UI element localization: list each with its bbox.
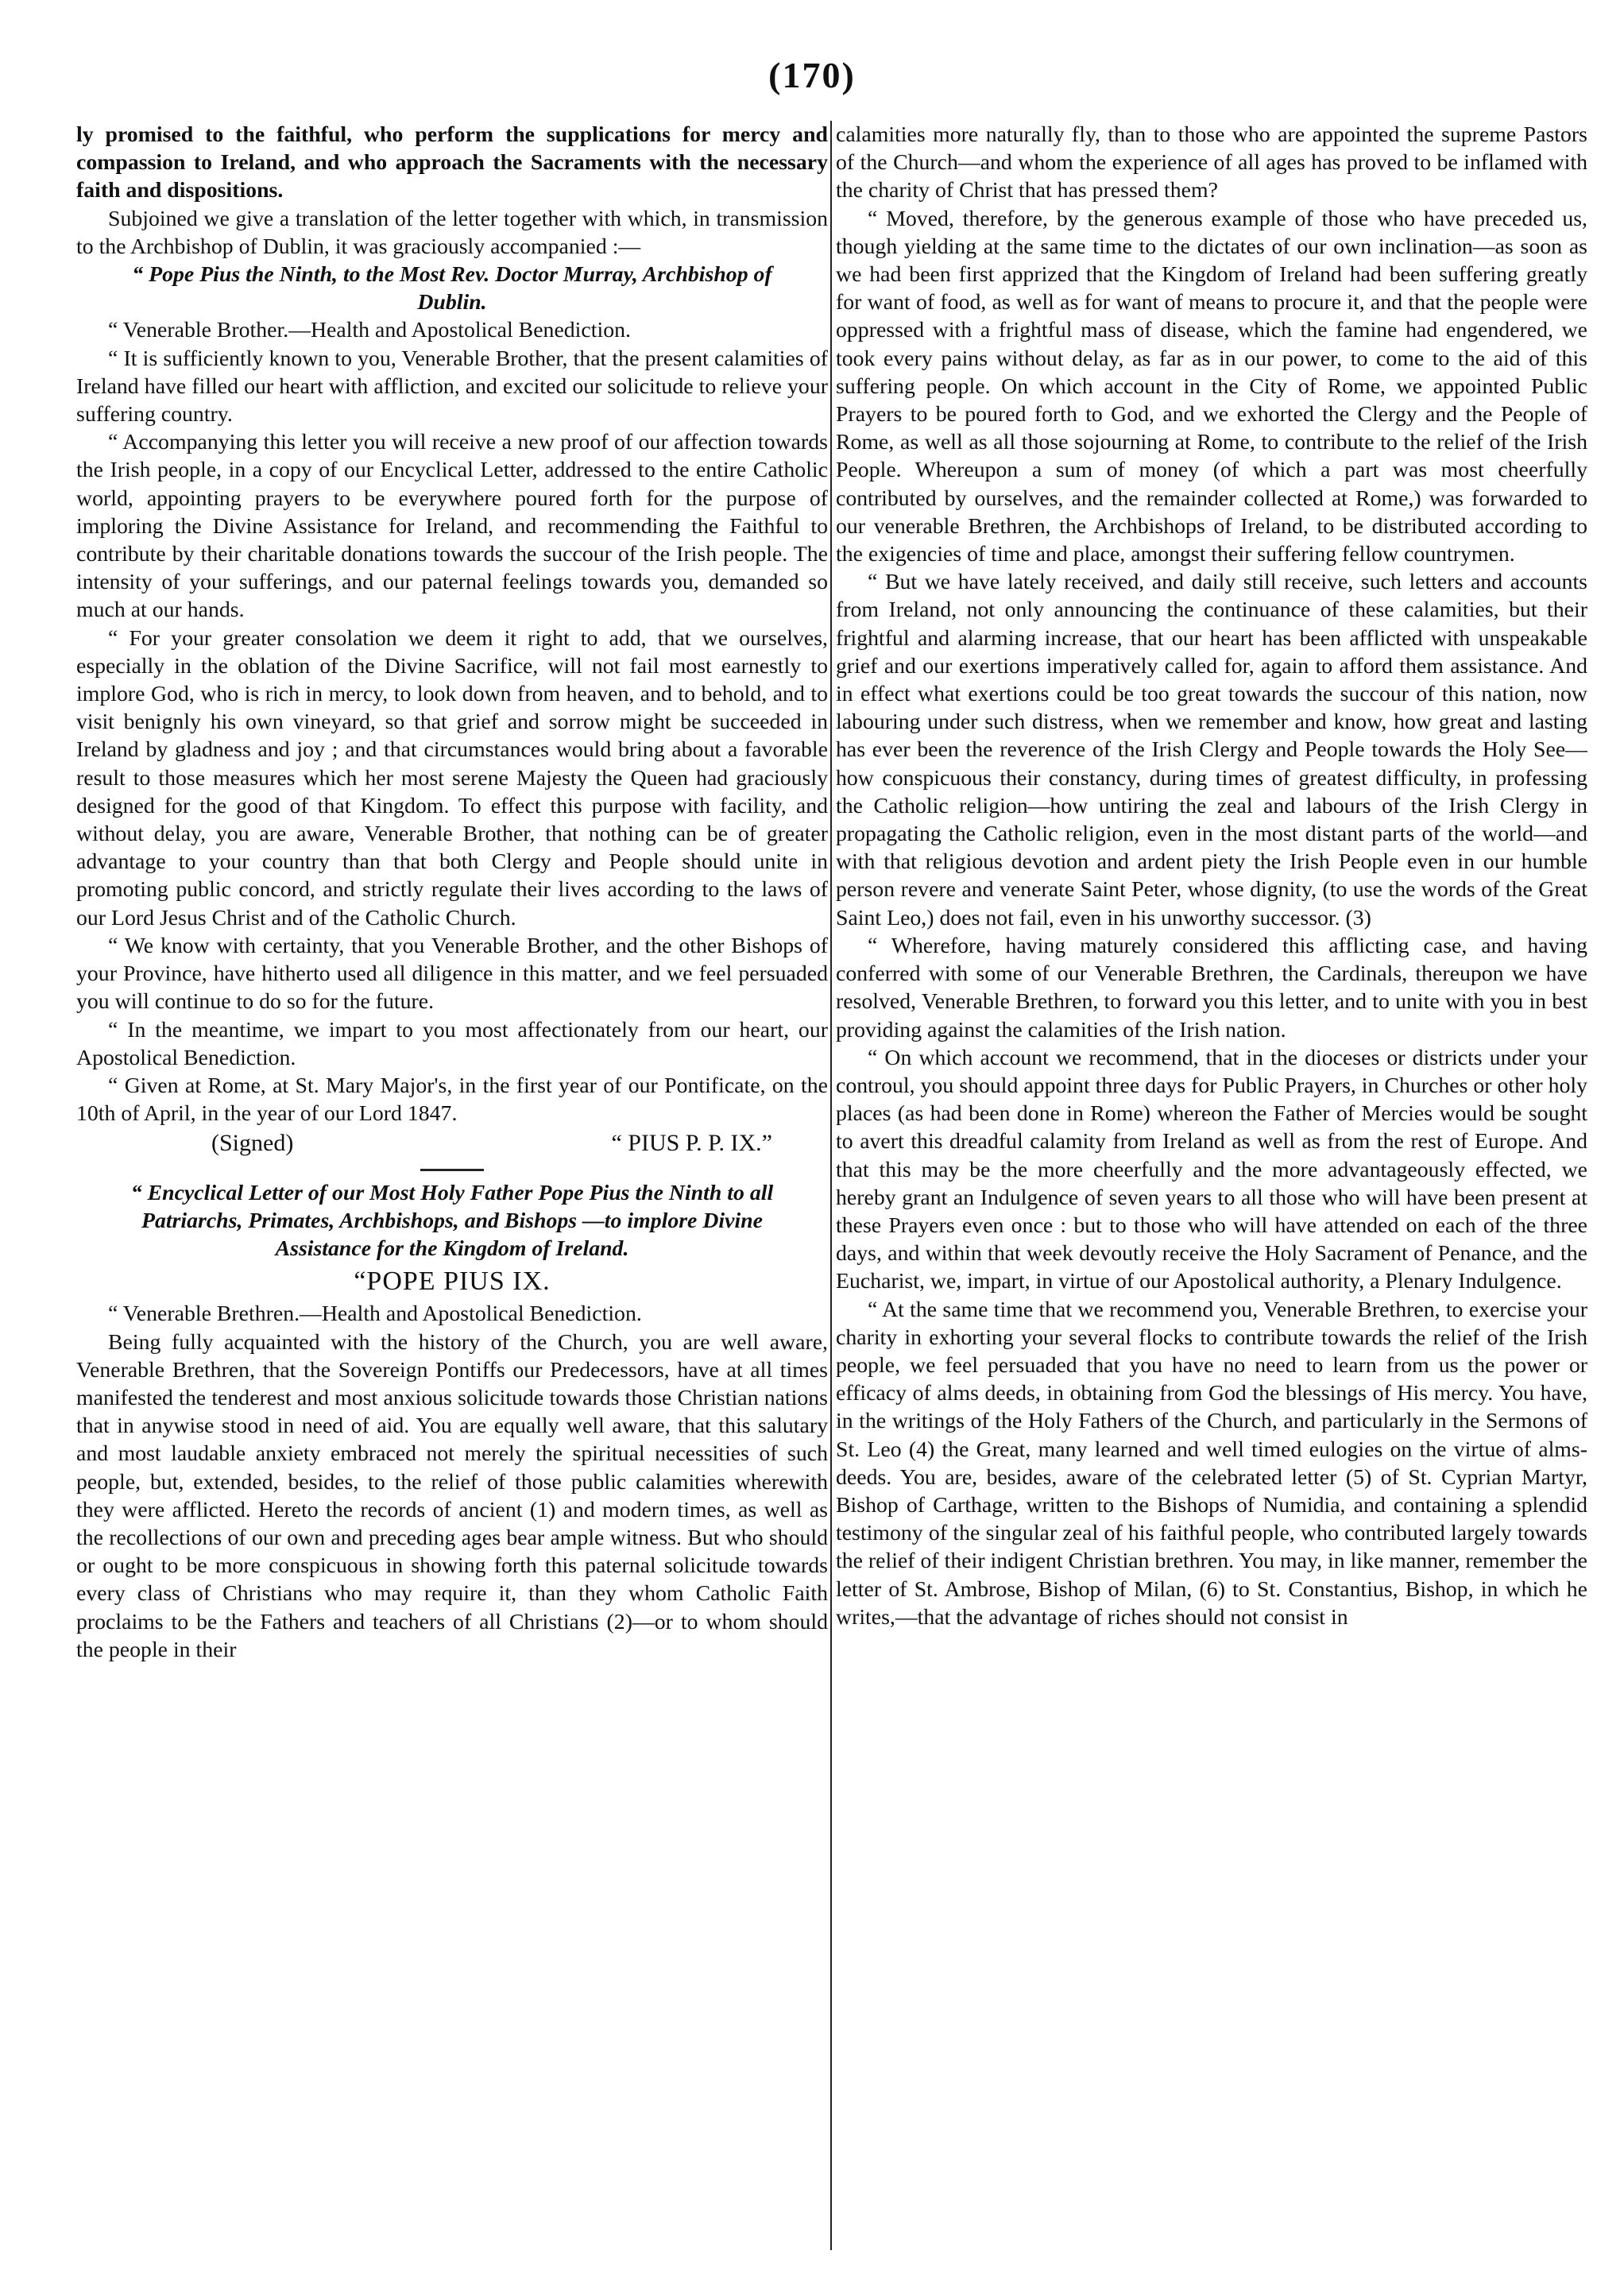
paragraph: “ At the same time that we recommend you, Venerable Brethren, to exercise your charity in exhorting your several flocks to contribute towards the relief of the Irish people, we feel persuaded that you have no need to learn from us the power or efficacy of alms deeds, in obtaining from God the blessings of His mercy. You have, in the writings of the Holy Fathers of the Church, and particularly in the Sermons of St. Leo (4) the Great, many learned and well timed eulogies on the virtue of alms-deeds. You are, besides, aware of the celebrated letter (5) of St. Cyprian Martyr, Bishop of Carthage, written to the Bishops of Numidia, and containing a splendid testimony of the singular zeal of his faithful people, who contributed largely towards the relief of their indigent Christian brethren. You may, in like manner, remember the letter of St. Ambrose, Bishop of Milan, (6) to St. Constantius, Bishop, in which he writes,—that the advantage of riches should not consist in bbox=[836, 1297, 1587, 1630]
encyclical-title: “POPE PIUS IX. bbox=[354, 1267, 551, 1297]
page-number: (170) bbox=[768, 55, 856, 95]
letter-heading: “ Pope Pius the Ninth, to the Most Rev. Doctor Murray, Archbishop of Dublin. bbox=[132, 262, 772, 315]
paragraph: “ Venerable Brother.—Health and Apostolical Benediction. bbox=[108, 318, 631, 343]
paragraph: “ Accompanying this letter you will receive a new proof of our affection towards the Irish people, in a copy of our Encyclical Letter, addressed to the entire Catholic world, appointing prayers to be everywhere poured forth for the purpose of imploring the Divine Assistance for Ireland, and recommending the Faithful to contribute by their charitable donations towards the succour of the Irish people. The intensity of your sufferings, and our paternal feelings towards you, demanded so much at our hands. bbox=[76, 430, 828, 623]
section-divider bbox=[420, 1169, 484, 1171]
signed-label: (Signed) bbox=[211, 1130, 294, 1157]
paragraph: “ Wherefore, having maturely considered this afflicting case, and having conferred with some of our Venerable Brethren, the Cardinals, thereupon we have resolved, Venerable Brethren, to forward you this letter, and to unite with you in best providing against the calamities of the Irish nation. bbox=[836, 933, 1587, 1042]
signature: “ PIUS P. P. IX.” bbox=[611, 1130, 772, 1157]
paragraph: “ On which account we recommend, that in the dioceses or districts under your controul, you should appoint three days for Public Prayers, in Churches or other holy places (as had been done in Rome) whereon the Father of Mercies would be sought to avert this dreadful calamity from Ireland as well as from the rest of Europe. And that this may be the more cheerfully and the more advantageously effected, we hereby grant an Indulgence of seven years to all those who will have been present at these Prayers even once : but to those who will have attended on each of the three days, and within that week devoutly receive the Holy Sacrament of Penance, and the Eucharist, we, impart, in virtue of our Apostolical authority, a Plenary Indulgence. bbox=[836, 1045, 1587, 1294]
column-divider bbox=[830, 121, 832, 2250]
right-column bbox=[836, 121, 1587, 2250]
paragraph: ly promised to the faithful, who perform the supplications for mercy and compassion to Ireland, and who approach the Sacraments with the necessary faith and dispositions. bbox=[76, 122, 828, 203]
paragraph: “ For your greater consolation we deem it right to add, that we ourselves, especially in the oblation of the Divine Sacrifice, will not fail most earnestly to implore God, who is rich in mercy, to look down from heaven, and to behold, and to visit benignly his own vineyard, so that grief and sorrow might be succeeded in Ireland by gladness and joy ; and that circumstances would bring about a favorable result to those measures which her most serene Majesty the Queen had graciously designed for the good of that Kingdom. To effect this purpose with facility, and without delay, you are aware, Venerable Brother, that nothing can be of greater advantage to your country than that both Clergy and People should unite in promoting public concord, and strictly regulate their lives according to the laws of our Lord Jesus Christ and of the Catholic Church. bbox=[76, 625, 828, 930]
paragraph: “ Venerable Brethren.—Health and Apostolical Benediction. bbox=[108, 1301, 642, 1327]
paragraph: “ Given at Rome, at St. Mary Major's, in the first year of our Pontificate, on the 10th of April, in the year of our Lord 1847. bbox=[76, 1073, 828, 1127]
paragraph: Subjoined we give a translation of the letter together with which, in transmission to the Archbishop of Dublin, it was graciously accompanied :— bbox=[76, 206, 828, 259]
paragraph: “ Moved, therefore, by the generous example of those who have preceded us, though yielding at the same time to the dictates of our own inclination—as soon as we had been first apprized that the Kingdom of Ireland had been suffering greatly for want of food, as well as for want of means to procure it, and that the people were oppressed with a frightful mass of disease, which the famine had engendered, we took every pains without delay, as far as in our power, to come to the aid of this suffering people. On which account in the City of Rome, we appointed Public Prayers to be poured forth to God, and we exhorted the Clergy and the People of Rome, as well as all those sojourning at Rome, to contribute to the relief of the Irish People. Whereupon a sum of money (of which a part was most cheerfully contributed by ourselves, and the remainder collected at Rome,) was forwarded to our venerable Brethren, the Archbishops of Ireland, to be distributed according to the exigencies of time and place, amongst their suffering fellow countrymen. bbox=[836, 206, 1587, 567]
paragraph: calamities more naturally fly, than to those who are appointed the supreme Pastors of the Church—and whom the experience of all ages has proved to be inflamed with the charity of Christ that has pressed them? bbox=[836, 122, 1587, 203]
paragraph: “ But we have lately received, and daily still receive, such letters and accounts from Ireland, not only announcing the continuance of these calamities, but their frightful and alarming increase, that our heart has been afflicted with unspeakable grief and our exertions imperatively called for, again to afford them assistance. And in effect what exertions could be too great towards the succour of this nation, now labouring under such distress, when we remember and know, how great and lasting has ever been the reverence of the Irish Clergy and People towards the Holy See—how conspicuous their constancy, during times of greatest difficulty, in professing the Catholic religion—how untiring the zeal and labours of the Irish Clergy in propagating the Catholic religion, even in the most distant parts of the world—and with that religious devotion and ardent piety the Irish People even in our humble person revere and venerate Saint Peter, whose dignity, (to use the words of the Great Saint Leo,) does not fail, even in his unworthy successor. (3) bbox=[836, 570, 1587, 930]
paragraph: “ We know with certainty, that you Venerable Brother, and the other Bishops of your Province, have hitherto used all diligence in this matter, and we feel persuaded you will continue to do so for the future. bbox=[76, 933, 828, 1015]
paragraph: Being fully acquainted with the history of the Church, you are well aware, Venerable Brethren, that the Sovereign Pontiffs our Predecessors, have at all times manifested the tenderest and most anxious solicitude towards those Christian nations that in anywise stood in need of aid. You are equally well aware, that this salutary and most laudable anxiety embraced not merely the spiritual necessities of such people, but, extended, besides, to the relief of those public calamities wherewith they were afflicted. Hereto the records of ancient (1) and modern times, as well as the recollections of our own and preceding ages bear ample witness. But who should or ought to be more conspicuous in showing forth this paternal solicitude towards every class of Christians who may require it, than they whom Catholic Faith proclaims to be the Fathers and teachers of all Christians (2)—or to whom should the people in their bbox=[76, 1329, 828, 1662]
signature-line bbox=[76, 1129, 828, 1157]
encyclical-heading: “ Encyclical Letter of our Most Holy Father Pope Pius the Ninth to all Patriarchs, Primates, Archbishops, and Bishops —to implore Divine Assistance for the Kingdom of Ireland. bbox=[130, 1180, 774, 1261]
left-column bbox=[76, 121, 828, 2250]
paragraph: “ It is sufficiently known to you, Venerable Brother, that the present calamities of Ireland have filled our heart with affliction, and excited our solicitude to relieve your suffering country. bbox=[76, 346, 828, 427]
paragraph: “ In the meantime, we impart to you most affectionately from our heart, our Apostolical Benediction. bbox=[76, 1017, 828, 1070]
